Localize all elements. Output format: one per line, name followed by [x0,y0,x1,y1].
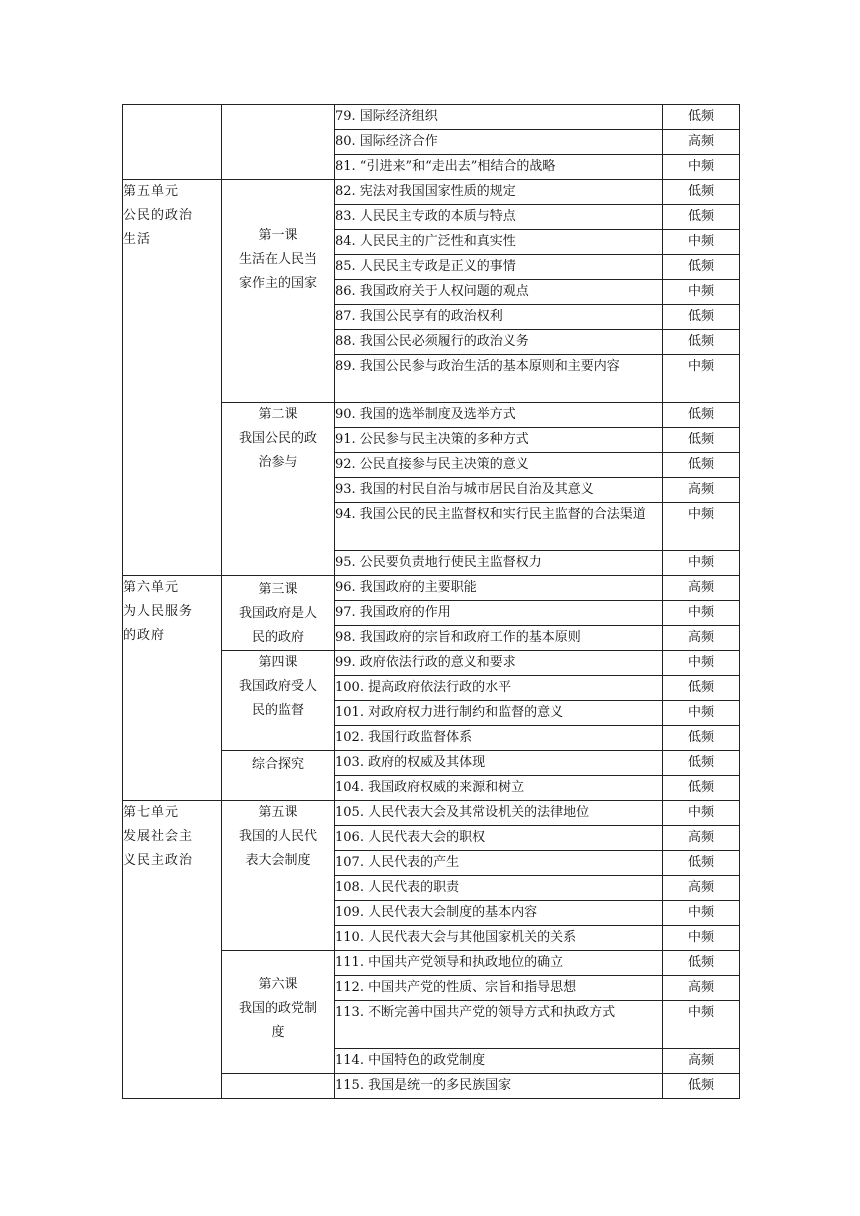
topic-cell: 79. 国际经济组织 [335,105,663,130]
frequency-cell: 中频 [663,901,740,926]
frequency-cell: 低频 [663,205,740,230]
topic-cell: 97. 我国政府的作用 [335,601,663,626]
unit-6-line-1: 第六单元 [123,580,180,595]
lesson-1-cell [222,180,335,403]
lesson-4-line-3: 民的监督 [251,703,304,718]
topic-cell: 96. 我国政府的主要职能 [335,576,663,601]
unit-7-line-2: 发展社会主 [123,829,194,844]
topic-frequency-table [122,104,740,1099]
topic-cell: 102. 我国行政监督体系 [335,726,663,751]
table-row [123,105,740,130]
unit-6-cell [123,576,222,801]
lesson-3-line-3: 民的政府 [251,630,304,645]
topic-cell: 91. 公民参与民主决策的多种方式 [335,428,663,453]
frequency-cell: 低频 [663,776,740,801]
table-row [123,180,740,205]
frequency-cell: 低频 [663,330,740,355]
unit-7-cell [123,801,222,1099]
lesson-5-line-2: 我国的人民代 [238,829,317,844]
lesson-5-line-3: 表大会制度 [245,853,311,868]
topic-cell: 104. 我国政府权威的来源和树立 [335,776,663,801]
table-row [123,576,740,601]
unit-cell-empty [123,105,222,180]
frequency-cell: 低频 [663,453,740,478]
topic-cell: 82. 宪法对我国国家性质的规定 [335,180,663,205]
lesson-2-line-3: 治参与 [258,455,298,470]
topic-cell: 84. 人民民主的广泛性和真实性 [335,230,663,255]
frequency-cell: 高频 [663,130,740,155]
frequency-cell: 高频 [663,976,740,1001]
topic-cell: 109. 人民代表大会制度的基本内容 [335,901,663,926]
unit-5-line-3: 生活 [123,232,152,247]
lesson-1-line-2: 生活在人民当 [238,252,317,267]
frequency-cell: 中频 [663,551,740,576]
topic-cell: 101. 对政府权力进行制约和监督的意义 [335,701,663,726]
frequency-cell: 中频 [663,651,740,676]
frequency-cell: 高频 [663,876,740,901]
lesson-2-line-2: 我国公民的政 [238,431,317,446]
frequency-cell: 中频 [663,230,740,255]
frequency-cell: 中频 [663,801,740,826]
unit-5-cell [123,180,222,576]
lesson-cell-empty [222,1074,335,1099]
topic-cell: 103. 政府的权威及其体现 [335,751,663,776]
frequency-cell: 中频 [663,926,740,951]
topic-cell: 85. 人民民主专政是正义的事情 [335,255,663,280]
topic-cell: 93. 我国的村民自治与城市居民自治及其意义 [335,478,663,503]
topic-cell: 110. 人民代表大会与其他国家机关的关系 [335,926,663,951]
frequency-cell: 低频 [663,255,740,280]
lesson-5-cell [222,801,335,951]
topic-cell: 88. 我国公民必须履行的政治义务 [335,330,663,355]
lesson-6-cell [222,951,335,1074]
topic-cell: 86. 我国政府关于人权问题的观点 [335,280,663,305]
lesson-explore-cell [222,751,335,801]
topic-cell: 108. 人民代表的职责 [335,876,663,901]
frequency-cell: 低频 [663,428,740,453]
topic-cell: 81. “引进来”和“走出去”相结合的战略 [335,155,663,180]
lesson-1-line-3: 家作主的国家 [238,276,317,291]
frequency-cell: 高频 [663,826,740,851]
frequency-cell: 高频 [663,1049,740,1074]
lesson-3-cell [222,576,335,651]
lesson-6-line-3: 度 [271,1025,285,1040]
lesson-6-line-1: 第六课 [258,977,298,992]
topic-cell: 111. 中国共产党领导和执政地位的确立 [335,951,663,976]
table-row [123,801,740,826]
frequency-cell: 中频 [663,1001,740,1049]
frequency-cell: 高频 [663,478,740,503]
topic-cell: 87. 我国公民享有的政治权利 [335,305,663,330]
lesson-1-line-1: 第一课 [258,228,298,243]
topic-cell: 92. 公民直接参与民主决策的意义 [335,453,663,478]
topic-cell: 99. 政府依法行政的意义和要求 [335,651,663,676]
topic-cell: 90. 我国的选举制度及选举方式 [335,403,663,428]
lesson-2-cell [222,403,335,576]
frequency-cell: 低频 [663,1074,740,1099]
topic-cell: 98. 我国政府的宗旨和政府工作的基本原则 [335,626,663,651]
frequency-cell: 低频 [663,951,740,976]
unit-7-line-3: 义民主政治 [123,853,194,868]
frequency-cell: 高频 [663,626,740,651]
topic-cell: 94. 我国公民的民主监督权和实行民主监督的合法渠道 [335,503,663,551]
topic-cell: 113. 不断完善中国共产党的领导方式和执政方式 [335,1001,663,1049]
topic-cell: 105. 人民代表大会及其常设机关的法律地位 [335,801,663,826]
lesson-6-line-2: 我国的政党制 [238,1001,317,1016]
topic-cell: 100. 提高政府依法行政的水平 [335,676,663,701]
frequency-cell: 中频 [663,701,740,726]
topic-cell: 80. 国际经济合作 [335,130,663,155]
unit-7-line-1: 第七单元 [123,805,180,820]
unit-5-line-1: 第五单元 [123,184,180,199]
topic-cell: 83. 人民民主专政的本质与特点 [335,205,663,230]
lesson-4-line-1: 第四课 [258,655,298,670]
topic-cell: 95. 公民要负责地行使民主监督权力 [335,551,663,576]
lesson-3-line-1: 第三课 [258,582,298,597]
frequency-cell: 中频 [663,280,740,305]
frequency-cell: 中频 [663,601,740,626]
frequency-cell: 低频 [663,751,740,776]
frequency-cell: 低频 [663,180,740,205]
unit-6-line-2: 为人民服务 [123,604,194,619]
lesson-4-cell [222,651,335,751]
frequency-cell: 高频 [663,576,740,601]
lesson-5-line-1: 第五课 [258,805,298,820]
topic-cell: 106. 人民代表大会的职权 [335,826,663,851]
frequency-cell: 中频 [663,355,740,403]
frequency-cell: 低频 [663,726,740,751]
frequency-cell: 中频 [663,503,740,551]
topic-cell: 114. 中国特色的政党制度 [335,1049,663,1074]
frequency-cell: 低频 [663,851,740,876]
lesson-explore-label: 综合探究 [251,757,304,772]
lesson-cell-empty [222,105,335,180]
topic-cell: 89. 我国公民参与政治生活的基本原则和主要内容 [335,355,663,403]
frequency-cell: 低频 [663,105,740,130]
lesson-3-line-2: 我国政府是人 [238,606,317,621]
frequency-cell: 低频 [663,676,740,701]
topic-cell: 107. 人民代表的产生 [335,851,663,876]
frequency-cell: 低频 [663,403,740,428]
unit-5-line-2: 公民的政治 [123,208,194,223]
frequency-cell: 低频 [663,305,740,330]
topic-cell: 112. 中国共产党的性质、宗旨和指导思想 [335,976,663,1001]
lesson-4-line-2: 我国政府受人 [238,679,317,694]
unit-6-line-3: 的政府 [123,628,166,643]
frequency-cell: 中频 [663,155,740,180]
topic-cell: 115. 我国是统一的多民族国家 [335,1074,663,1099]
lesson-2-line-1: 第二课 [258,407,298,422]
